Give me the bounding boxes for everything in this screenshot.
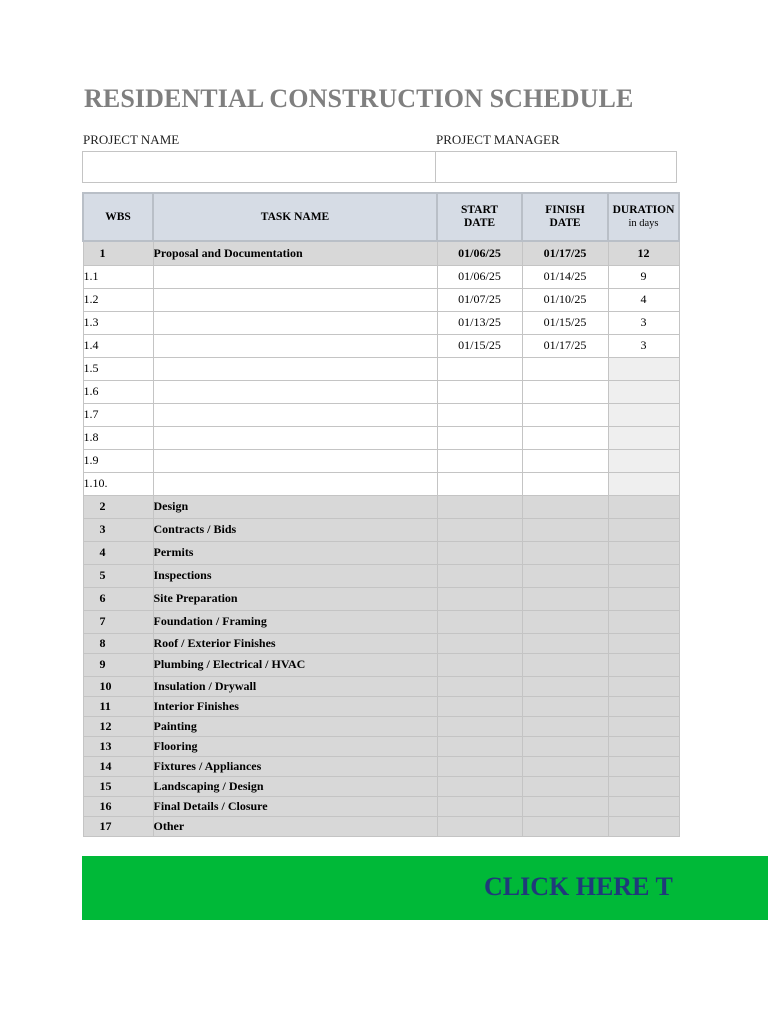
task-name-cell[interactable] bbox=[153, 403, 437, 426]
start-date-cell[interactable] bbox=[437, 676, 522, 696]
wbs-cell: 16 bbox=[83, 796, 153, 816]
duration-cell bbox=[608, 696, 679, 716]
start-date-cell[interactable] bbox=[437, 403, 522, 426]
table-row-phase bbox=[83, 518, 679, 541]
wbs-cell: 1.7 bbox=[83, 403, 153, 426]
duration-cell: 3 bbox=[608, 334, 679, 357]
table-row bbox=[83, 334, 679, 357]
duration-cell: 4 bbox=[608, 288, 679, 311]
start-date-cell[interactable] bbox=[437, 776, 522, 796]
duration-cell bbox=[608, 495, 679, 518]
start-date-cell[interactable] bbox=[437, 736, 522, 756]
table-row-phase bbox=[83, 495, 679, 518]
start-date-cell[interactable] bbox=[437, 472, 522, 495]
duration-cell: 12 bbox=[608, 241, 679, 265]
task-name-cell[interactable] bbox=[153, 311, 437, 334]
header-duration-label: DURATION bbox=[612, 204, 675, 216]
start-date-cell[interactable]: 01/07/25 bbox=[437, 288, 522, 311]
duration-cell bbox=[608, 676, 679, 696]
duration-cell bbox=[608, 776, 679, 796]
duration-cell bbox=[608, 816, 679, 836]
table-row-phase bbox=[83, 736, 679, 756]
start-date-cell[interactable] bbox=[437, 564, 522, 587]
promo-banner[interactable] bbox=[82, 856, 768, 920]
task-name-cell[interactable]: Landscaping / Design bbox=[153, 776, 437, 796]
header-finish-date bbox=[522, 193, 608, 241]
duration-cell bbox=[608, 449, 679, 472]
table-row-phase bbox=[83, 696, 679, 716]
task-name-cell[interactable]: Permits bbox=[153, 541, 437, 564]
table-row bbox=[83, 288, 679, 311]
wbs-cell: 1.5 bbox=[83, 357, 153, 380]
finish-date-cell[interactable] bbox=[522, 696, 608, 716]
wbs-cell: 1.6 bbox=[83, 380, 153, 403]
finish-date-cell[interactable]: 01/14/25 bbox=[522, 265, 608, 288]
finish-date-cell[interactable] bbox=[522, 816, 608, 836]
start-date-cell[interactable] bbox=[437, 633, 522, 653]
start-date-cell[interactable] bbox=[437, 587, 522, 610]
duration-cell: 9 bbox=[608, 265, 679, 288]
start-date-cell[interactable] bbox=[437, 796, 522, 816]
task-name-cell[interactable] bbox=[153, 265, 437, 288]
finish-date-cell[interactable] bbox=[522, 472, 608, 495]
project-name-label: PROJECT NAME bbox=[83, 132, 180, 147]
table-row-phase bbox=[83, 676, 679, 696]
duration-cell bbox=[608, 587, 679, 610]
finish-date-cell[interactable] bbox=[522, 610, 608, 633]
finish-date-cell[interactable] bbox=[522, 495, 608, 518]
finish-date-cell[interactable] bbox=[522, 633, 608, 653]
finish-date-cell[interactable] bbox=[522, 426, 608, 449]
start-date-cell[interactable] bbox=[437, 541, 522, 564]
header-start-date bbox=[437, 193, 522, 241]
wbs-cell: 1.8 bbox=[83, 426, 153, 449]
table-row bbox=[83, 472, 679, 495]
start-date-cell[interactable] bbox=[437, 610, 522, 633]
table-row-phase bbox=[83, 564, 679, 587]
project-manager-label: PROJECT MANAGER bbox=[436, 132, 560, 147]
wbs-cell: 1.4 bbox=[83, 334, 153, 357]
wbs-cell: 1.9 bbox=[83, 449, 153, 472]
task-name-cell[interactable]: Proposal and Documentation bbox=[153, 241, 437, 265]
finish-date-cell[interactable] bbox=[522, 449, 608, 472]
finish-date-cell[interactable] bbox=[522, 716, 608, 736]
start-date-cell[interactable] bbox=[437, 380, 522, 403]
table-row bbox=[83, 311, 679, 334]
start-date-cell[interactable] bbox=[437, 357, 522, 380]
duration-cell bbox=[608, 716, 679, 736]
wbs-cell: 1 bbox=[83, 241, 153, 265]
duration-cell bbox=[608, 403, 679, 426]
duration-cell bbox=[608, 380, 679, 403]
duration-cell bbox=[608, 564, 679, 587]
start-date-cell[interactable] bbox=[437, 653, 522, 676]
task-name-cell[interactable] bbox=[153, 288, 437, 311]
table-row bbox=[83, 426, 679, 449]
finish-date-cell[interactable] bbox=[522, 587, 608, 610]
finish-date-cell[interactable] bbox=[522, 756, 608, 776]
table-row-phase bbox=[83, 541, 679, 564]
start-date-cell[interactable] bbox=[437, 696, 522, 716]
wbs-cell: 13 bbox=[83, 736, 153, 756]
table-row-phase bbox=[83, 716, 679, 736]
table-row bbox=[83, 265, 679, 288]
wbs-cell: 8 bbox=[83, 633, 153, 653]
wbs-cell: 4 bbox=[83, 541, 153, 564]
wbs-cell: 9 bbox=[83, 653, 153, 676]
wbs-cell: 10 bbox=[83, 676, 153, 696]
table-row bbox=[83, 449, 679, 472]
wbs-cell: 3 bbox=[83, 518, 153, 541]
task-name-cell[interactable]: Insulation / Drywall bbox=[153, 676, 437, 696]
task-name-cell[interactable]: Contracts / Bids bbox=[153, 518, 437, 541]
duration-cell bbox=[608, 426, 679, 449]
start-date-cell[interactable] bbox=[437, 716, 522, 736]
wbs-cell: 1.2 bbox=[83, 288, 153, 311]
table-row-phase-1 bbox=[83, 241, 679, 265]
start-date-cell[interactable] bbox=[437, 449, 522, 472]
duration-cell bbox=[608, 610, 679, 633]
click-here-link[interactable]: CLICK HERE T bbox=[484, 872, 673, 901]
finish-date-cell[interactable]: 01/17/25 bbox=[522, 241, 608, 265]
duration-cell bbox=[608, 541, 679, 564]
start-date-cell[interactable] bbox=[437, 495, 522, 518]
duration-cell bbox=[608, 633, 679, 653]
task-name-cell[interactable]: Foundation / Framing bbox=[153, 610, 437, 633]
finish-date-cell[interactable]: 01/15/25 bbox=[522, 311, 608, 334]
finish-date-cell[interactable] bbox=[522, 403, 608, 426]
start-date-cell[interactable] bbox=[437, 756, 522, 776]
wbs-cell: 2 bbox=[83, 495, 153, 518]
start-date-cell[interactable] bbox=[437, 426, 522, 449]
task-name-cell[interactable] bbox=[153, 380, 437, 403]
table-row-phase bbox=[83, 796, 679, 816]
header-task-name: TASK NAME bbox=[153, 193, 437, 241]
task-name-cell[interactable]: Roof / Exterior Finishes bbox=[153, 633, 437, 653]
task-name-cell[interactable]: Flooring bbox=[153, 736, 437, 756]
task-name-cell[interactable] bbox=[153, 426, 437, 449]
table-row-phase bbox=[83, 633, 679, 653]
finish-date-cell[interactable] bbox=[522, 518, 608, 541]
header-duration bbox=[608, 193, 679, 241]
wbs-cell: 7 bbox=[83, 610, 153, 633]
finish-date-cell[interactable]: 01/17/25 bbox=[522, 334, 608, 357]
start-date-cell[interactable] bbox=[437, 816, 522, 836]
finish-date-cell[interactable] bbox=[522, 796, 608, 816]
task-name-cell[interactable] bbox=[153, 449, 437, 472]
finish-date-cell[interactable] bbox=[522, 736, 608, 756]
task-name-cell[interactable]: Final Details / Closure bbox=[153, 796, 437, 816]
duration-cell bbox=[608, 736, 679, 756]
project-info-box bbox=[82, 151, 677, 183]
table-header-row bbox=[83, 193, 679, 241]
table-row bbox=[83, 357, 679, 380]
duration-cell bbox=[608, 472, 679, 495]
task-name-cell[interactable]: Fixtures / Appliances bbox=[153, 756, 437, 776]
schedule-table bbox=[82, 192, 680, 837]
project-manager-field[interactable] bbox=[436, 152, 677, 182]
task-name-cell[interactable]: Interior Finishes bbox=[153, 696, 437, 716]
task-name-cell[interactable]: Design bbox=[153, 495, 437, 518]
header-start-line1: START bbox=[460, 204, 499, 216]
task-name-cell[interactable] bbox=[153, 357, 437, 380]
start-date-cell[interactable]: 01/06/25 bbox=[437, 265, 522, 288]
wbs-cell: 15 bbox=[83, 776, 153, 796]
wbs-cell: 11 bbox=[83, 696, 153, 716]
start-date-cell[interactable]: 01/15/25 bbox=[437, 334, 522, 357]
finish-date-cell[interactable] bbox=[522, 653, 608, 676]
duration-cell: 3 bbox=[608, 311, 679, 334]
table-row-phase bbox=[83, 756, 679, 776]
duration-cell bbox=[608, 518, 679, 541]
wbs-cell: 1.1 bbox=[83, 265, 153, 288]
table-row-phase bbox=[83, 653, 679, 676]
wbs-cell: 5 bbox=[83, 564, 153, 587]
table-row-phase bbox=[83, 816, 679, 836]
finish-date-cell[interactable] bbox=[522, 541, 608, 564]
task-name-cell[interactable]: Other bbox=[153, 816, 437, 836]
header-duration-unit: in days bbox=[628, 218, 659, 229]
start-date-cell[interactable]: 01/13/25 bbox=[437, 311, 522, 334]
finish-date-cell[interactable] bbox=[522, 676, 608, 696]
start-date-cell[interactable]: 01/06/25 bbox=[437, 241, 522, 265]
finish-date-cell[interactable] bbox=[522, 564, 608, 587]
header-finish-line2: DATE bbox=[549, 217, 581, 229]
wbs-cell: 14 bbox=[83, 756, 153, 776]
wbs-cell: 17 bbox=[83, 816, 153, 836]
start-date-cell[interactable] bbox=[437, 518, 522, 541]
header-wbs: WBS bbox=[83, 193, 153, 241]
finish-date-cell[interactable]: 01/10/25 bbox=[522, 288, 608, 311]
header-finish-line1: FINISH bbox=[545, 204, 585, 216]
table-row-phase bbox=[83, 610, 679, 633]
task-name-cell[interactable] bbox=[153, 472, 437, 495]
table-row-phase bbox=[83, 776, 679, 796]
task-name-cell[interactable]: Site Preparation bbox=[153, 587, 437, 610]
project-name-field[interactable] bbox=[83, 152, 435, 182]
finish-date-cell[interactable] bbox=[522, 776, 608, 796]
wbs-cell: 1.10. bbox=[83, 472, 153, 495]
duration-cell bbox=[608, 796, 679, 816]
finish-date-cell[interactable] bbox=[522, 380, 608, 403]
table-row-phase bbox=[83, 587, 679, 610]
duration-cell bbox=[608, 653, 679, 676]
task-name-cell[interactable]: Inspections bbox=[153, 564, 437, 587]
header-start-line2: DATE bbox=[463, 217, 496, 229]
wbs-cell: 1.3 bbox=[83, 311, 153, 334]
duration-cell bbox=[608, 357, 679, 380]
finish-date-cell[interactable] bbox=[522, 357, 608, 380]
wbs-cell: 12 bbox=[83, 716, 153, 736]
table-row bbox=[83, 380, 679, 403]
task-name-cell[interactable]: Painting bbox=[153, 716, 437, 736]
task-name-cell[interactable] bbox=[153, 334, 437, 357]
duration-cell bbox=[608, 756, 679, 776]
wbs-cell: 6 bbox=[83, 587, 153, 610]
table-row bbox=[83, 403, 679, 426]
page-title: RESIDENTIAL CONSTRUCTION SCHEDULE bbox=[84, 84, 634, 113]
task-name-cell[interactable]: Plumbing / Electrical / HVAC bbox=[153, 653, 437, 676]
